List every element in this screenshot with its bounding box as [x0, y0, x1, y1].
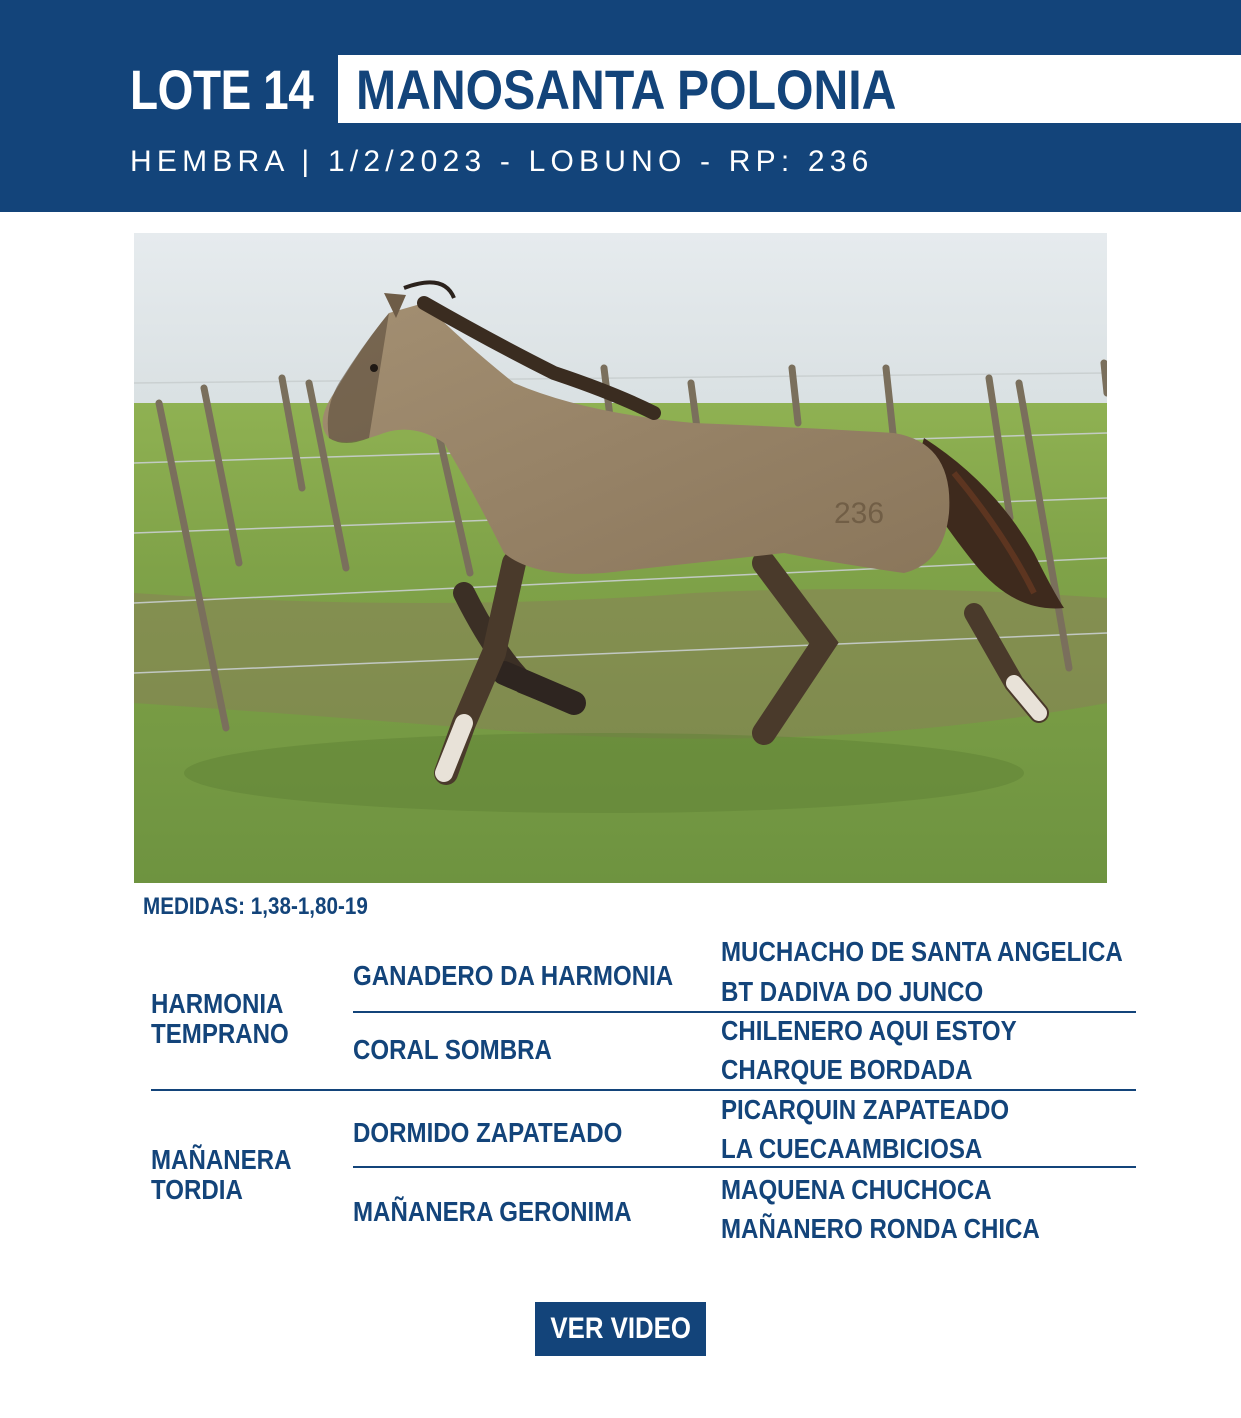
paternal-grandsire: GANADERO DA HARMONIA	[353, 960, 674, 991]
dam-name-line1: MAÑANERA	[151, 1144, 292, 1175]
divider	[151, 1089, 1136, 1091]
ancestor-3: CHILENERO AQUI ESTOY	[721, 1015, 1017, 1046]
horse-name: MANOSANTA POLONIA	[356, 58, 897, 121]
ver-video-button[interactable]	[535, 1302, 706, 1356]
divider	[353, 1166, 1136, 1168]
horse-photo	[134, 233, 1107, 883]
ancestor-4: CHARQUE BORDADA	[721, 1054, 973, 1085]
ancestor-7: MAQUENA CHUCHOCA	[721, 1174, 992, 1205]
paternal-granddam: CORAL SOMBRA	[353, 1034, 552, 1065]
ver-video-label: VER VIDEO	[550, 1312, 691, 1345]
dam-name-line2: TORDIA	[151, 1174, 243, 1205]
maternal-grandsire: DORMIDO ZAPATEADO	[353, 1117, 623, 1148]
ancestor-8: MAÑANERO RONDA CHICA	[721, 1213, 1040, 1244]
lot-number: LOTE 14	[130, 58, 314, 121]
ancestor-6: LA CUECAAMBICIOSA	[721, 1133, 983, 1164]
measures: MEDIDAS: 1,38-1,80-19	[143, 893, 368, 920]
sire-name-line2: TEMPRANO	[151, 1018, 289, 1049]
ancestor-1: MUCHACHO DE SANTA ANGELICA	[721, 936, 1123, 967]
divider	[353, 1011, 1136, 1013]
brand-mark: 236	[834, 497, 885, 530]
sire-name-line1: HARMONIA	[151, 988, 284, 1019]
ancestor-5: PICARQUIN ZAPATEADO	[721, 1094, 1010, 1125]
ancestor-2: BT DADIVA DO JUNCO	[721, 976, 984, 1007]
horse-details: HEMBRA | 1/2/2023 - LOBUNO - RP: 236	[130, 145, 874, 178]
maternal-granddam: MAÑANERA GERONIMA	[353, 1196, 632, 1227]
